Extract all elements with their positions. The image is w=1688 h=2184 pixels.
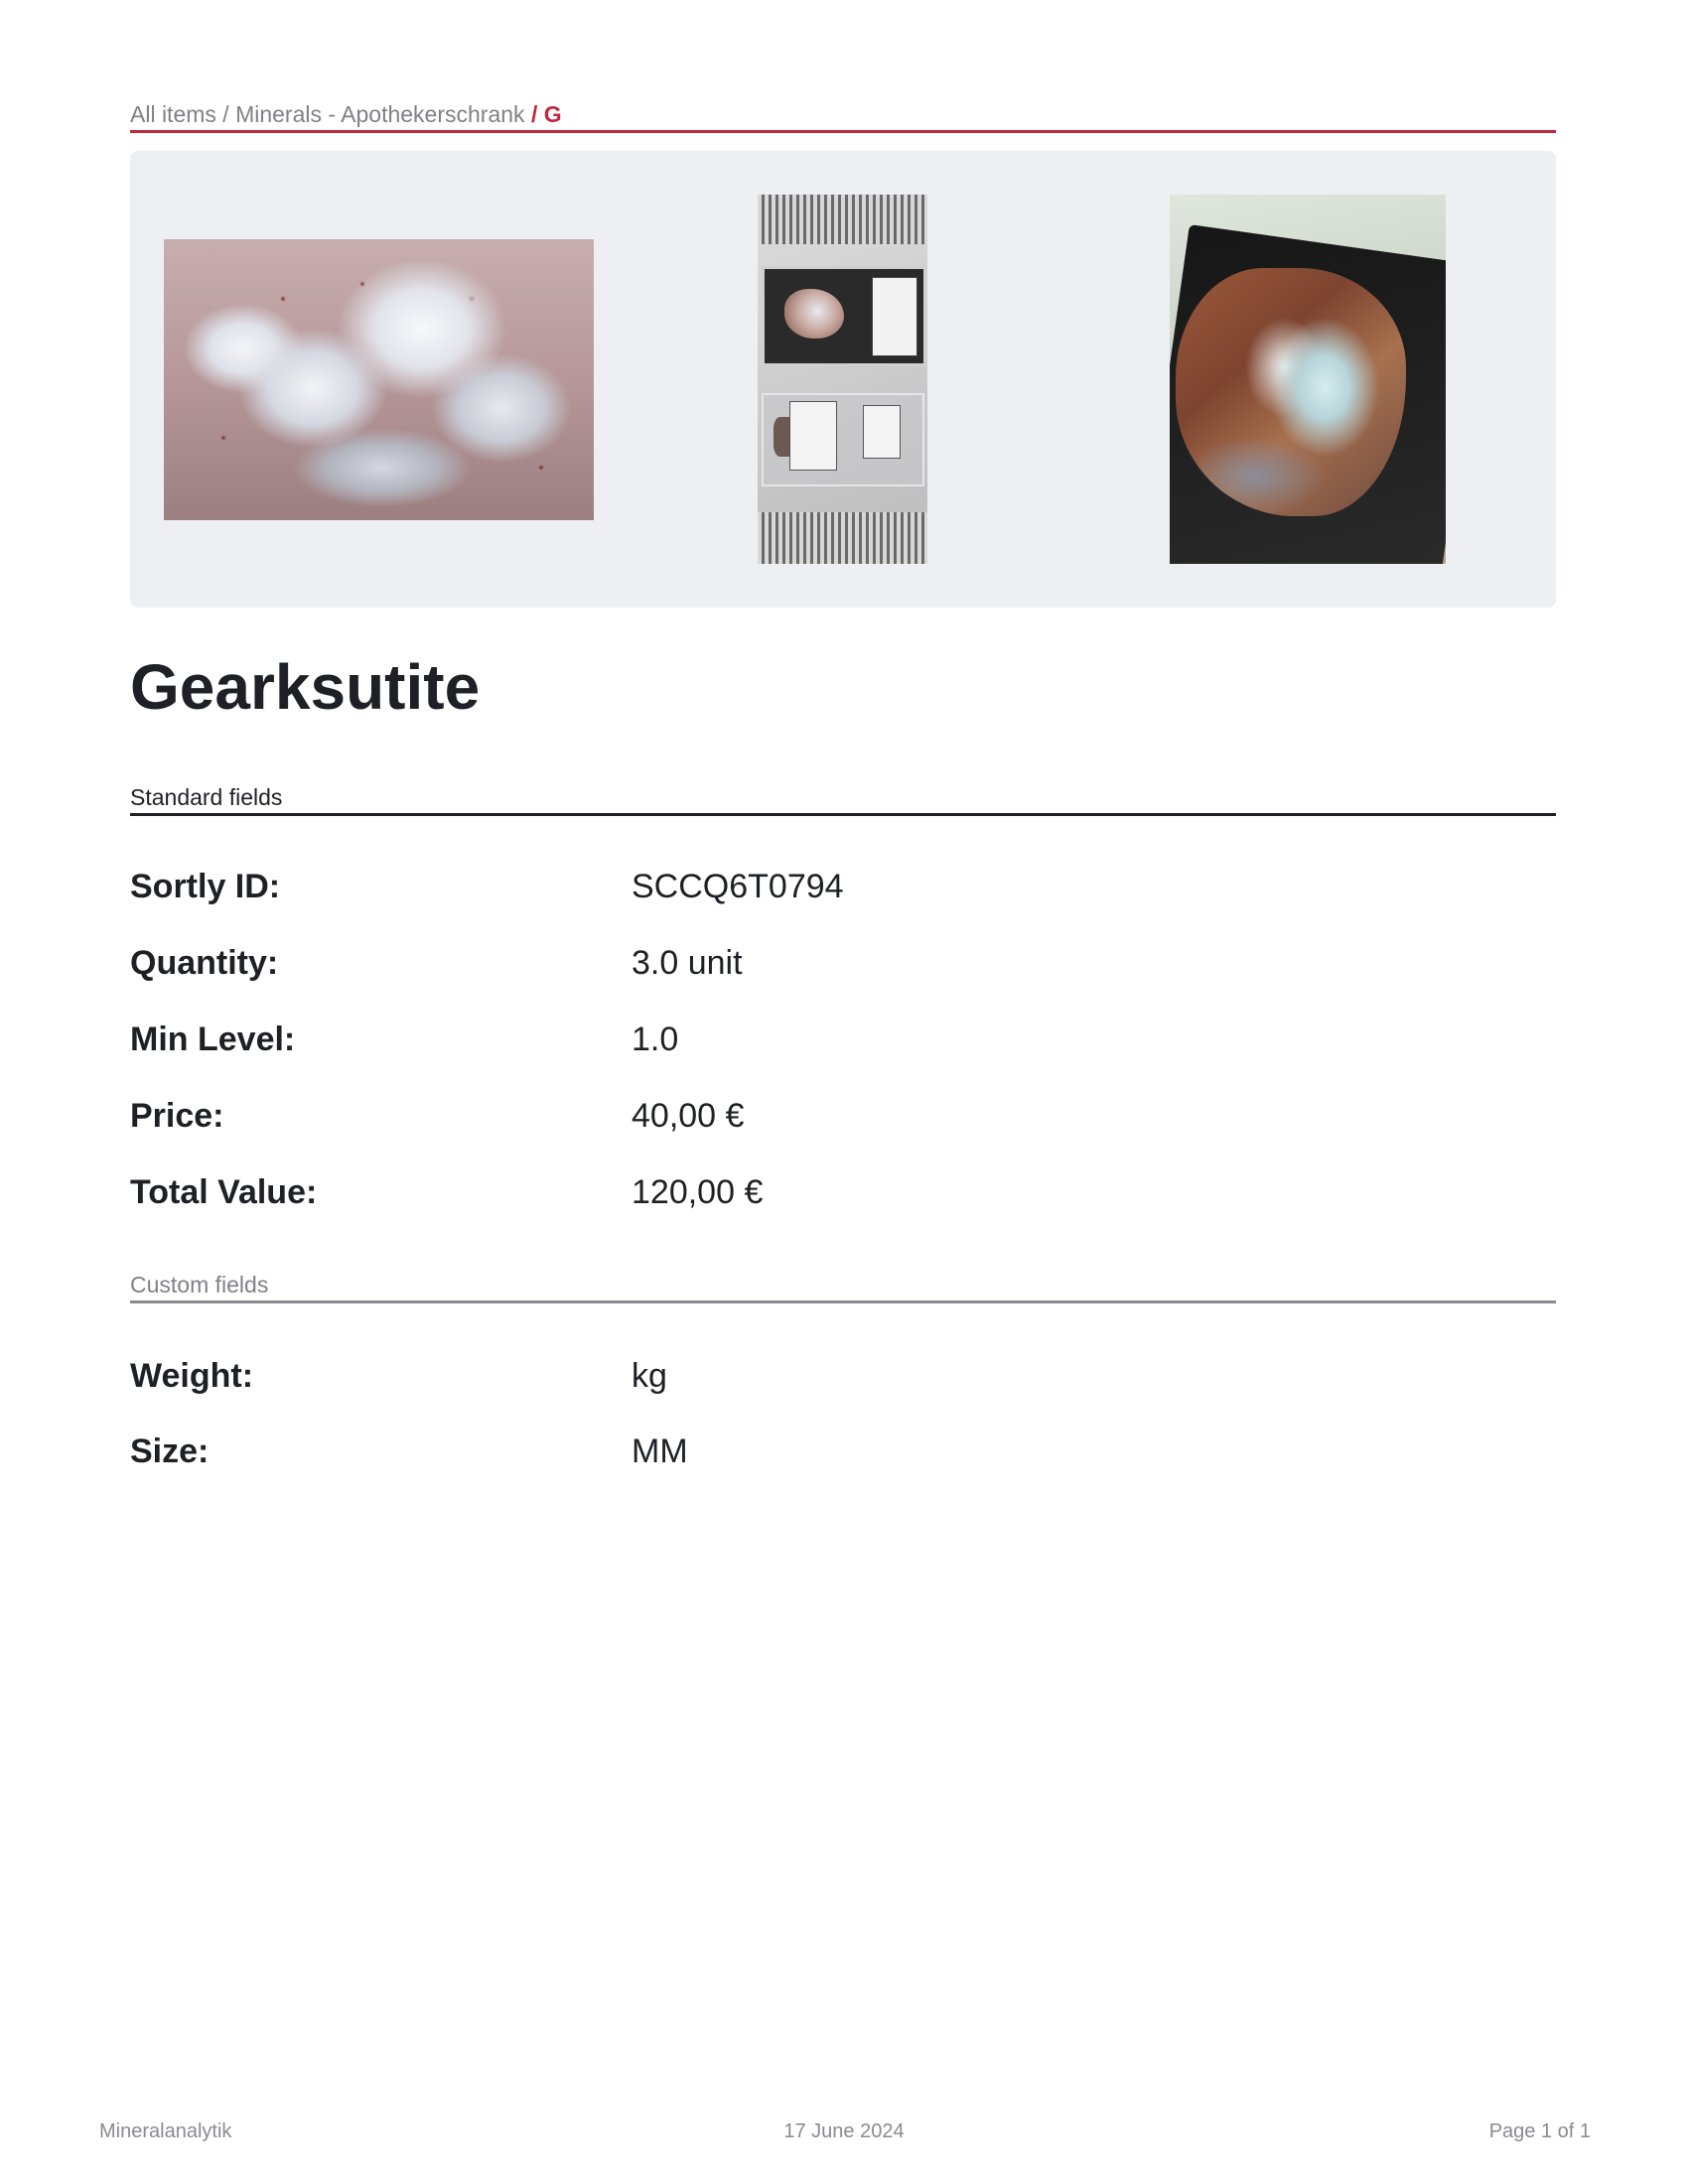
breadcrumb [130, 97, 1556, 133]
breadcrumb-item-minerals[interactable]: Minerals - Apothekerschrank [235, 101, 525, 127]
field-label-total-value: Total Value: [130, 1173, 318, 1211]
footer-company: Mineralanalytik [99, 2120, 232, 2142]
field-value-size: MM [632, 1433, 688, 1470]
field-label-sortly-id: Sortly ID: [130, 868, 281, 905]
standard-fields-header: Standard fields [130, 782, 1556, 816]
specimen-rock [1176, 268, 1406, 516]
field-value-min-level: 1.0 [632, 1021, 679, 1058]
item-title: Gearksutite [130, 651, 481, 723]
mineral-closeup-photo[interactable] [164, 239, 594, 520]
display-case-top [762, 266, 926, 366]
field-label-quantity: Quantity: [130, 944, 279, 982]
field-value-quantity: 3.0 unit [632, 944, 743, 982]
specimen-label [863, 405, 901, 459]
field-label-size: Size: [130, 1433, 210, 1470]
breadcrumb-separator: / [222, 101, 236, 127]
field-value-sortly-id: SCCQ6T0794 [632, 868, 844, 905]
photo-gallery [130, 151, 1556, 608]
field-value-total-value: 120,00 € [632, 1173, 764, 1211]
specimen-label [872, 277, 917, 356]
display-case-bottom [762, 393, 924, 486]
custom-fields-header: Custom fields [130, 1270, 1556, 1303]
footer-date: 17 June 2024 [783, 2120, 905, 2142]
mineral-specimen-photo[interactable] [1170, 195, 1446, 564]
breadcrumb-current: G [543, 101, 562, 127]
display-case-photo[interactable] [758, 195, 927, 564]
breadcrumb-item-all-items[interactable]: All items [130, 101, 216, 127]
field-value-weight: kg [632, 1357, 667, 1395]
field-label-weight: Weight: [130, 1357, 254, 1395]
breadcrumb-separator: / [530, 101, 544, 127]
specimen-label [789, 401, 837, 471]
field-label-price: Price: [130, 1097, 224, 1135]
specimen-rock [784, 289, 844, 339]
field-value-price: 40,00 € [632, 1097, 745, 1135]
footer-page-number: Page 1 of 1 [1488, 2120, 1591, 2142]
field-label-min-level: Min Level: [130, 1021, 296, 1058]
